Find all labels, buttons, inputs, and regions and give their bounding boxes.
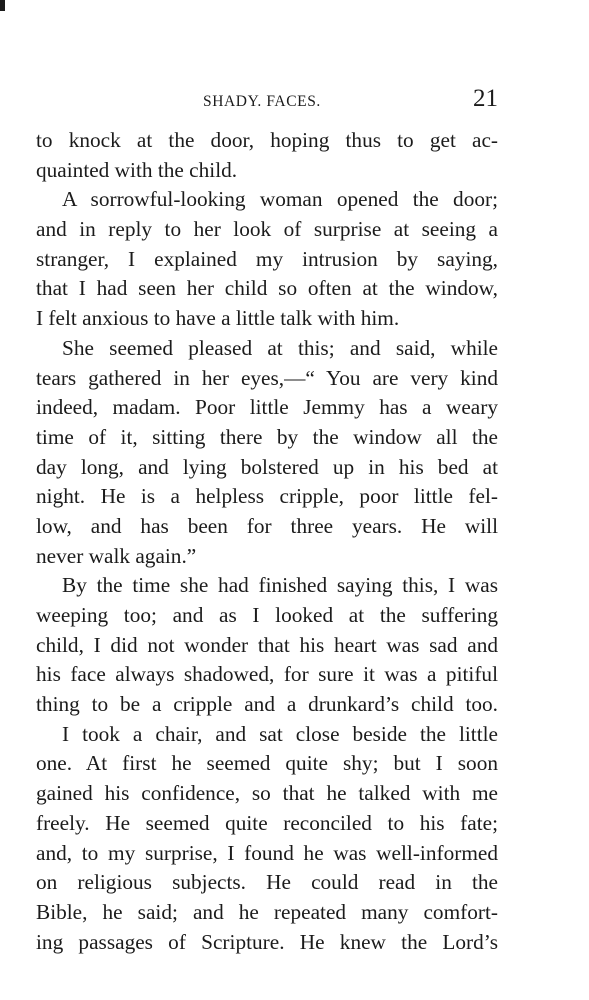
page-number: 21	[473, 85, 498, 112]
text-line: his face always shadowed, for sure it was a pitiful	[36, 662, 498, 687]
text-line: time of it, sitting there by the window all the	[36, 424, 498, 449]
text-line: She seemed pleased at this; and said, while	[62, 335, 498, 360]
corner-print-mark	[0, 0, 5, 11]
text-line: and, to my surprise, I found he was well-informed	[36, 840, 498, 865]
text-line: A sorrowful-looking woman opened the door;	[62, 187, 498, 212]
text-line: and in reply to her look of surprise at seeing a	[36, 217, 498, 242]
text-line: By the time she had finished saying this, I was	[62, 573, 498, 598]
text-line: indeed, madam. Poor little Jemmy has a weary	[36, 395, 498, 420]
text-line: low, and has been for three years. He will	[36, 513, 498, 538]
text-line: child, I did not wonder that his heart was sad and	[36, 632, 498, 657]
text-line: quainted with the child.	[36, 157, 238, 182]
text-line: to knock at the door, hoping thus to get ac-	[36, 128, 498, 152]
text-line: gained his confidence, so that he talked with me	[36, 781, 498, 806]
text-line: on religious subjects. He could read in the	[36, 870, 498, 895]
text-line: I took a chair, and sat close beside the little	[62, 721, 498, 746]
text-line: night. He is a helpless cripple, poor little fel-	[36, 484, 498, 509]
text-line: never walk again.”	[36, 543, 197, 568]
running-head: SHADY. FACES.	[203, 93, 321, 110]
text-line: stranger, I explained my intrusion by saying,	[36, 246, 498, 271]
text-line: one. At first he seemed quite shy; but I soon	[36, 751, 498, 776]
text-line: tears gathered in her eyes,—“ You are very kind	[36, 365, 498, 390]
body-text	[36, 126, 498, 957]
text-line: ing passages of Scripture. He knew the Lord’s	[36, 929, 498, 954]
text-line: weeping too; and as I looked at the suffering	[36, 603, 498, 627]
text-line: that I had seen her child so often at the window,	[36, 276, 498, 301]
text-line: freely. He seemed quite reconciled to his fate;	[36, 810, 498, 835]
text-line: I felt anxious to have a little talk with him.	[36, 306, 400, 331]
text-line: day long, and lying bolstered up in his bed at	[36, 454, 498, 479]
text-line: thing to be a cripple and a drunkard’s child too.	[36, 692, 498, 717]
page-header	[36, 86, 498, 114]
text-line: Bible, he said; and he repeated many comfort-	[36, 899, 498, 924]
